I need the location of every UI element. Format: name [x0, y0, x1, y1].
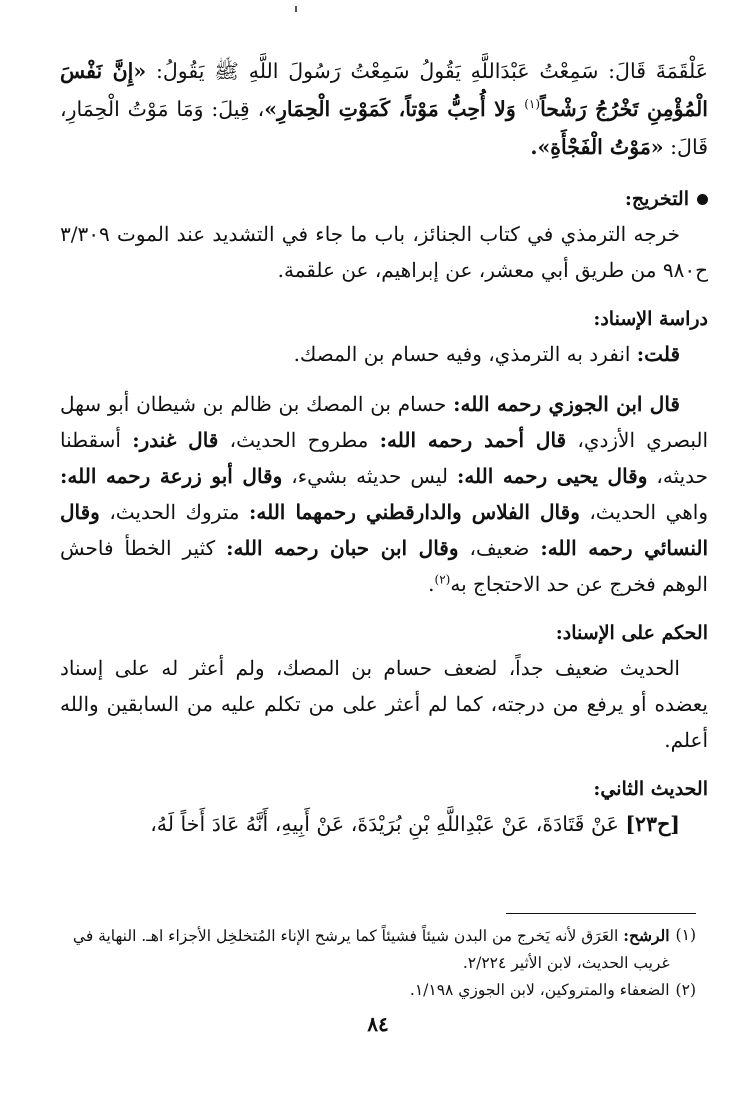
hadith-2-text: [60, 806, 708, 842]
page-number: ٨٤: [367, 1012, 389, 1036]
footnote-ref-2[interactable]: (٢): [434, 572, 451, 587]
scholar-abu-zurah: وقال أبو زرعة رحمه الله:: [60, 464, 283, 488]
scholar-yahya: وقال يحيى رحمه الله:: [456, 464, 648, 488]
jarh-text-4: ليس حديثه بشيء،: [282, 464, 457, 488]
footnote-ref-1[interactable]: (١): [524, 97, 541, 112]
scholar-ahmad: قال أحمد رحمه الله:: [379, 428, 567, 452]
footnote-2: [60, 977, 696, 1004]
qultu-paragraph: [60, 336, 708, 372]
hukm-heading: الحكم على الإسناد:: [555, 622, 708, 644]
jarh-text-5: واهي الحديث،: [579, 500, 708, 524]
footnote-number: (٢): [675, 981, 696, 999]
hadith-2-number: [ح٢٣]: [625, 812, 680, 836]
footnotes: [60, 922, 696, 1004]
hadith-1-answer: «مَوْتُ الْفَجْأَةِ».: [530, 135, 664, 159]
footnote-text: العَرَق لأنه يَخرج من البدن شيئاً فشيئاً كما يرشح الإناء المُتخلخِل الأجزاء اهـ. النهاية في غريب الحديث، لابن الأثير ٢/٢٢٤.: [72, 927, 670, 972]
jarh-text-8: كثير الخطأ فاحش الوهم فخرج عن حد الاحتجاج به: [60, 536, 708, 596]
hadith-1-intro: عَلْقَمَةَ قَالَ: سَمِعْتُ عَبْدَاللَّهِ يَقُولُ سَمِعْتُ رَسُولَ اللَّهِ ﷺ يَقُولُ:: [146, 59, 708, 83]
top-mark: [295, 6, 297, 12]
qultu-label: قلت:: [636, 342, 680, 366]
scholar-fallas-daraqutni: وقال الفلاس والدارقطني رحمهما الله:: [248, 500, 580, 524]
jarh-paragraph: [60, 386, 708, 602]
hukm-text: الحديث ضعيف جداً، لضعف حسام بن المصك، ولم أعثر له على إسناد يعضده أو يرفع من درجته، كما لم أعثر على من تكلم عليه من السابقين والله أعلم.: [60, 656, 708, 752]
scholar-ibn-aljawzi: قال ابن الجوزي رحمه الله:: [453, 392, 680, 416]
qultu-text: انفرد به الترمذي، وفيه حسام بن المصك.: [293, 342, 637, 366]
footnote-divider: [506, 913, 696, 914]
jarh-text-6: متروك الحديث،: [99, 500, 249, 524]
bullet-icon: [697, 194, 708, 205]
hadith-1-matn-a: «إِنَّ نَفْسَ الْمُؤْمِنِ تَخْرُجُ رَشْحاً: [60, 59, 708, 121]
hadith-2-chain: عَنْ قَتَادَةَ، عَنْ عَبْدِاللَّهِ بْنِ بُرَيْدَةَ، عَنْ أَبِيهِ، أَنَّهُ عَادَ أَخاً لَهُ،: [150, 812, 626, 836]
footnote-number: (١): [675, 926, 696, 944]
hadith-1-matn-b: وَلا أُحِبُّ مَوْتاً، كَمَوْتِ الْحِمَارِ»: [264, 97, 525, 121]
jarh-text-3: أسقطنا حديثه،: [60, 428, 709, 488]
hadith-2-heading: الحديث الثاني:: [593, 778, 708, 800]
footnote-1: [60, 922, 696, 977]
footnote-body: [60, 922, 670, 977]
hadith-1-question: ، قِيلَ: وَمَا مَوْتُ الْحِمَارِ، قَالَ:: [60, 97, 708, 159]
hadith-1-text: [60, 52, 708, 166]
scholar-nasai: وقال النسائي رحمه الله:: [60, 500, 709, 560]
isnad-study-heading: دراسة الإسناد:: [593, 308, 708, 330]
footnote-term: الرشح:: [623, 926, 670, 945]
scholar-ibn-hibban: وقال ابن حبان رحمه الله:: [226, 536, 459, 560]
footnote-text: الضعفاء والمتروكين، لابن الجوزي ١/١٩٨.: [409, 981, 670, 999]
jarh-end: .: [428, 572, 435, 596]
page-body: [60, 52, 708, 1052]
scholar-ghundar: قال غندر:: [132, 428, 219, 452]
jarh-text-2: مطروح الحديث،: [218, 428, 380, 452]
takhrij-text: خرجه الترمذي في كتاب الجنائز، باب ما جاء في التشديد عند الموت ٣/٣٠٩ ح٩٨٠ من طريق أبي معشر، عن إبراهيم، عن علقمة.: [60, 222, 708, 282]
jarh-text-1: حسام بن المصك بن ظالم بن شيطان أبو سهل البصري الأزدي،: [60, 392, 709, 452]
takhrij-heading-row: [60, 182, 708, 216]
jarh-text-7: ضعيف،: [458, 536, 541, 560]
takhrij-heading: التخريج:: [624, 188, 689, 210]
